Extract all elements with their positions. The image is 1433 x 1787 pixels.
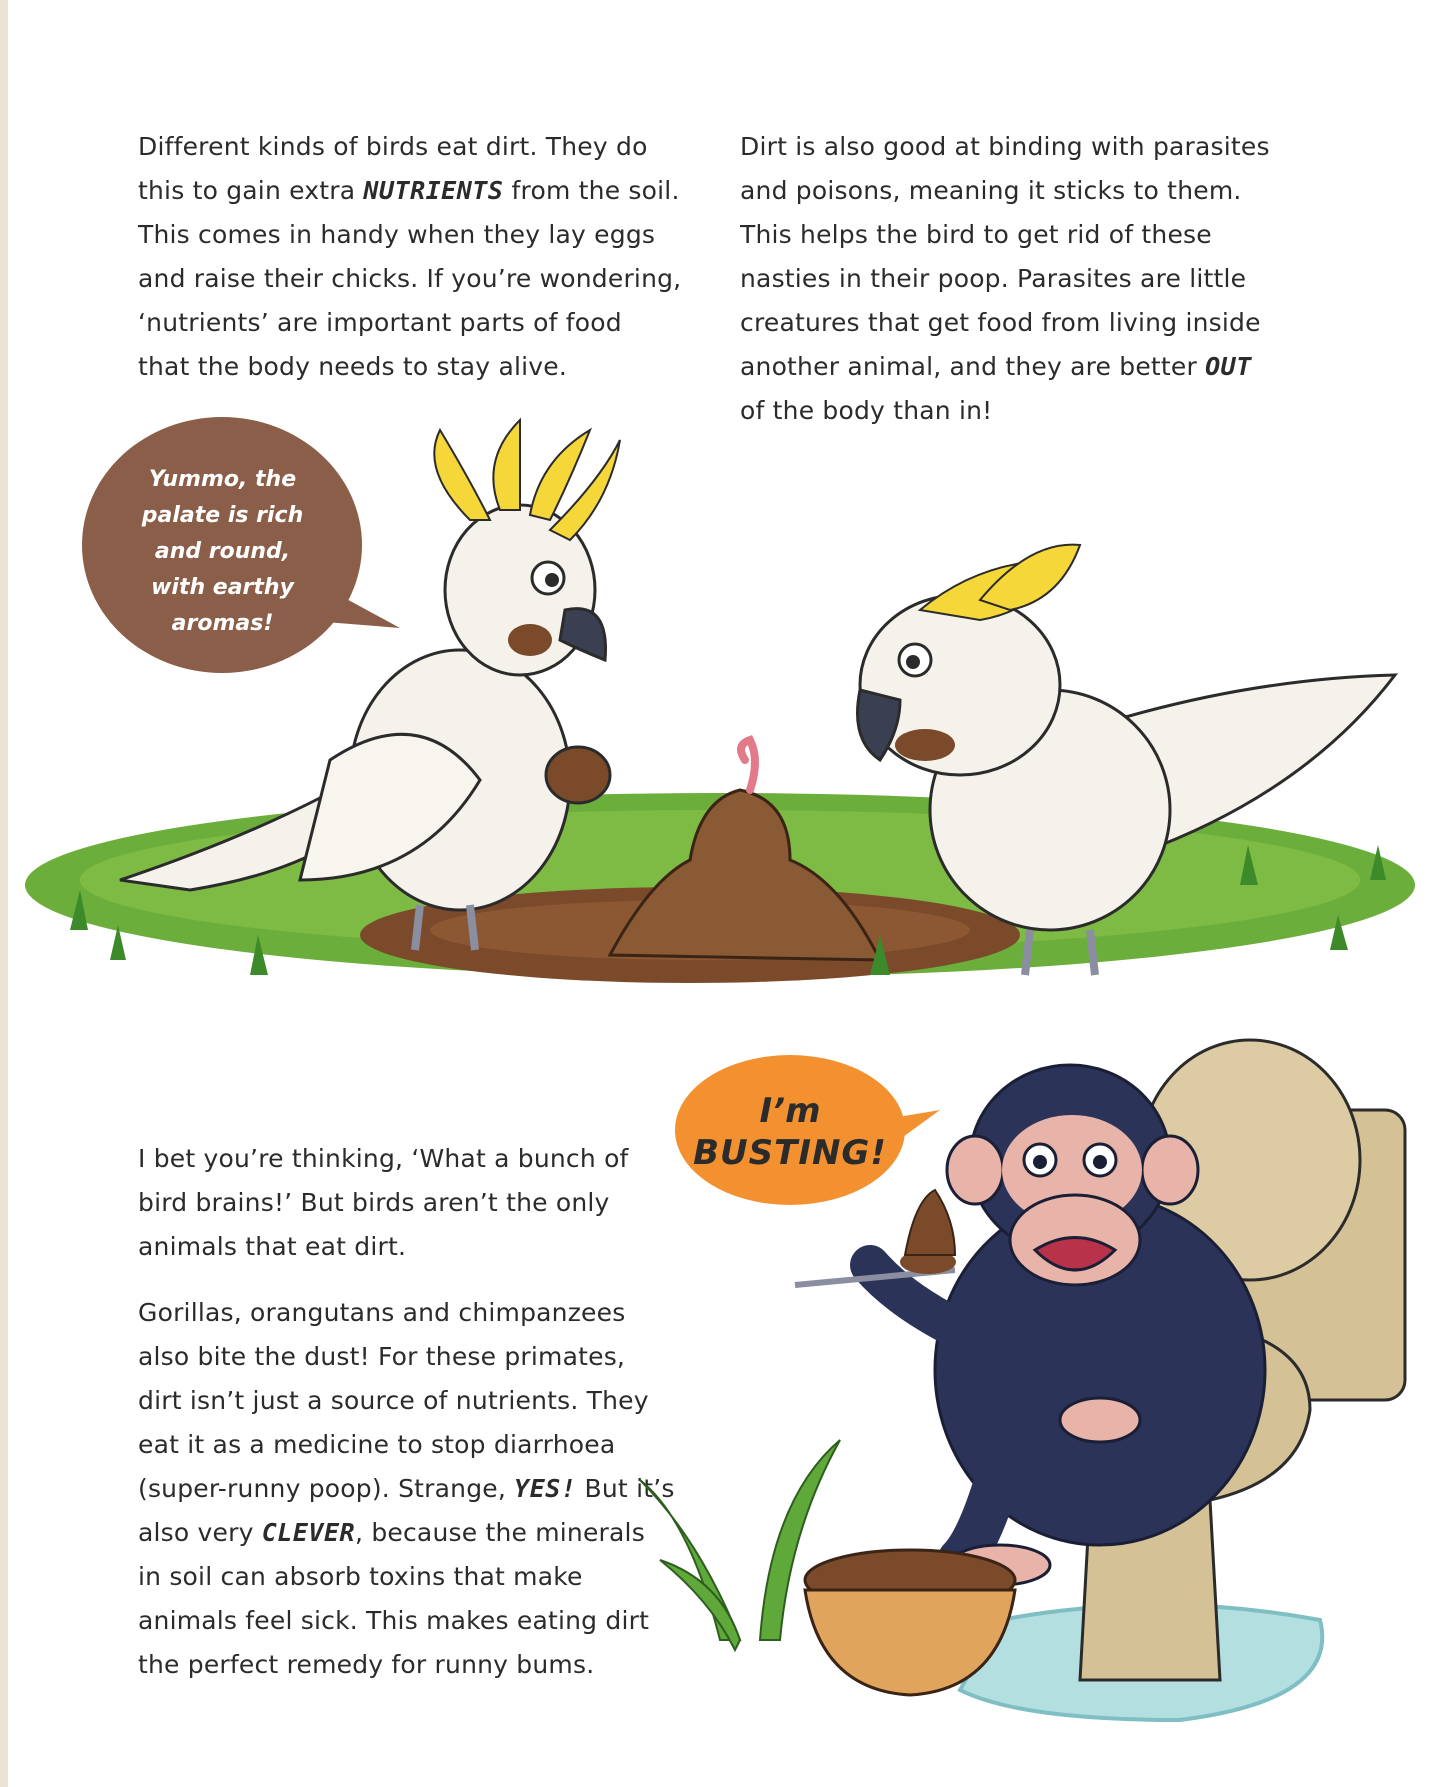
speech-bubble-chimp-text (690, 1090, 890, 1174)
text-line: (super-runny poop). Strange, YES! But it’s (138, 1474, 675, 1503)
text-line: Different kinds of birds eat dirt. They do (138, 132, 648, 161)
text-line: and raise their chicks. If you’re wondering, (138, 264, 682, 293)
bubble-line: and round, (154, 539, 291, 564)
text-line: in soil can absorb toxins that make (138, 1562, 583, 1591)
text-line: this to gain extra NUTRIENTS from the soil. (138, 176, 680, 205)
bubble-line: Yummo, the (148, 467, 297, 492)
text-line: eat it as a medicine to stop diarrhoea (138, 1430, 616, 1459)
text-line: I bet you’re thinking, ‘What a bunch of (138, 1144, 629, 1173)
text-line: dirt isn’t just a source of nutrients. They (138, 1386, 649, 1415)
emphasis-out: OUT (1205, 352, 1252, 381)
text-line: and poisons, meaning it sticks to them. (740, 176, 1242, 205)
emphasis-clever: CLEVER (261, 1518, 356, 1547)
text-line: bird brains!’ But birds aren’t the only (138, 1188, 610, 1217)
text-line: This helps the bird to get rid of these (740, 220, 1212, 249)
text-line: that the body needs to stay alive. (138, 352, 567, 381)
text-line: also very CLEVER, because the minerals (138, 1518, 645, 1547)
text-line: also bite the dust! For these primates, (138, 1342, 626, 1371)
bubble-line: palate is rich (141, 503, 304, 528)
text-line: Gorillas, orangutans and chimpanzees (138, 1298, 626, 1327)
emphasis-nutrients: NUTRIENTS (363, 176, 504, 205)
text-line: another animal, and they are better OUT (740, 352, 1252, 381)
bubble-line: aromas! (171, 611, 274, 636)
text-line: Dirt is also good at binding with parasites (740, 132, 1270, 161)
text-line: ‘nutrients’ are important parts of food (138, 308, 622, 337)
text-line: nasties in their poop. Parasites are little (740, 264, 1247, 293)
text-line: animals that eat dirt. (138, 1232, 407, 1261)
text-line: creatures that get food from living inside (740, 308, 1261, 337)
text-line: This comes in handy when they lay eggs (138, 220, 656, 249)
text-line: of the body than in! (740, 396, 993, 425)
bubble-line: I’m (759, 1091, 821, 1131)
bubble-line: BUSTING! (693, 1133, 887, 1173)
text-line: the perfect remedy for runny bums. (138, 1650, 595, 1679)
text-line: animals feel sick. This makes eating dirt (138, 1606, 650, 1635)
emphasis-yes: YES! (514, 1474, 577, 1503)
bubble-line: with earthy (151, 575, 294, 600)
